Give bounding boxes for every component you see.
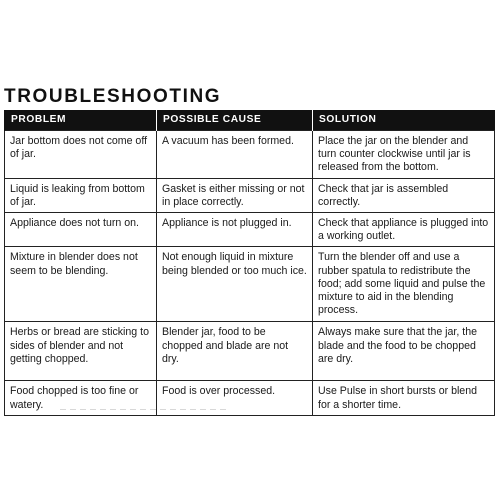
table-row [5,213,495,247]
solution-cell: Use Pulse in short bursts or blend for a shorter time. [313,381,495,415]
column-header-solution: SOLUTION [313,110,495,131]
column-header-possible-cause: POSSIBLE CAUSE [157,110,313,131]
page-title: TROUBLESHOOTING [4,86,222,107]
cause-cell: Food is over processed. [157,381,313,415]
problem-cell: Liquid is leaking from bottom of jar. [5,178,157,212]
problem-cell: Mixture in blender does not seem to be blending. [5,247,157,322]
solution-cell: Check that appliance is plugged into a working outlet. [313,213,495,247]
troubleshooting-table [4,110,495,416]
solution-cell: Check that jar is assembled correctly. [313,178,495,212]
problem-cell: Jar bottom does not come off of jar. [5,131,157,179]
table-row [5,247,495,322]
solution-cell: Place the jar on the blender and turn counter clockwise until jar is released from the bottom. [313,131,495,179]
table-header-row [5,110,495,131]
table-row [5,178,495,212]
problem-cell: Appliance does not turn on. [5,213,157,247]
problem-cell: Herbs or bread are sticking to sides of blender and not getting chopped. [5,322,157,381]
cause-cell: Not enough liquid in mixture being blended or too much ice. [157,247,313,322]
cause-cell: Gasket is either missing or not in place correctly. [157,178,313,212]
solution-cell: Always make sure that the jar, the blade and the food to be chopped are dry. [313,322,495,381]
cause-cell: Appliance is not plugged in. [157,213,313,247]
solution-cell: Turn the blender off and use a rubber spatula to redistribute the food; add some liquid and pulse the mixture to aid in the blending process. [313,247,495,322]
table-row [5,381,495,415]
faint-divider [60,409,230,410]
cause-cell: A vacuum has been formed. [157,131,313,179]
cause-cell: Blender jar, food to be chopped and blade are not dry. [157,322,313,381]
column-header-problem: PROBLEM [5,110,157,131]
problem-cell: Food chopped is too fine or watery. [5,381,157,415]
table-row [5,322,495,381]
table-row [5,131,495,179]
